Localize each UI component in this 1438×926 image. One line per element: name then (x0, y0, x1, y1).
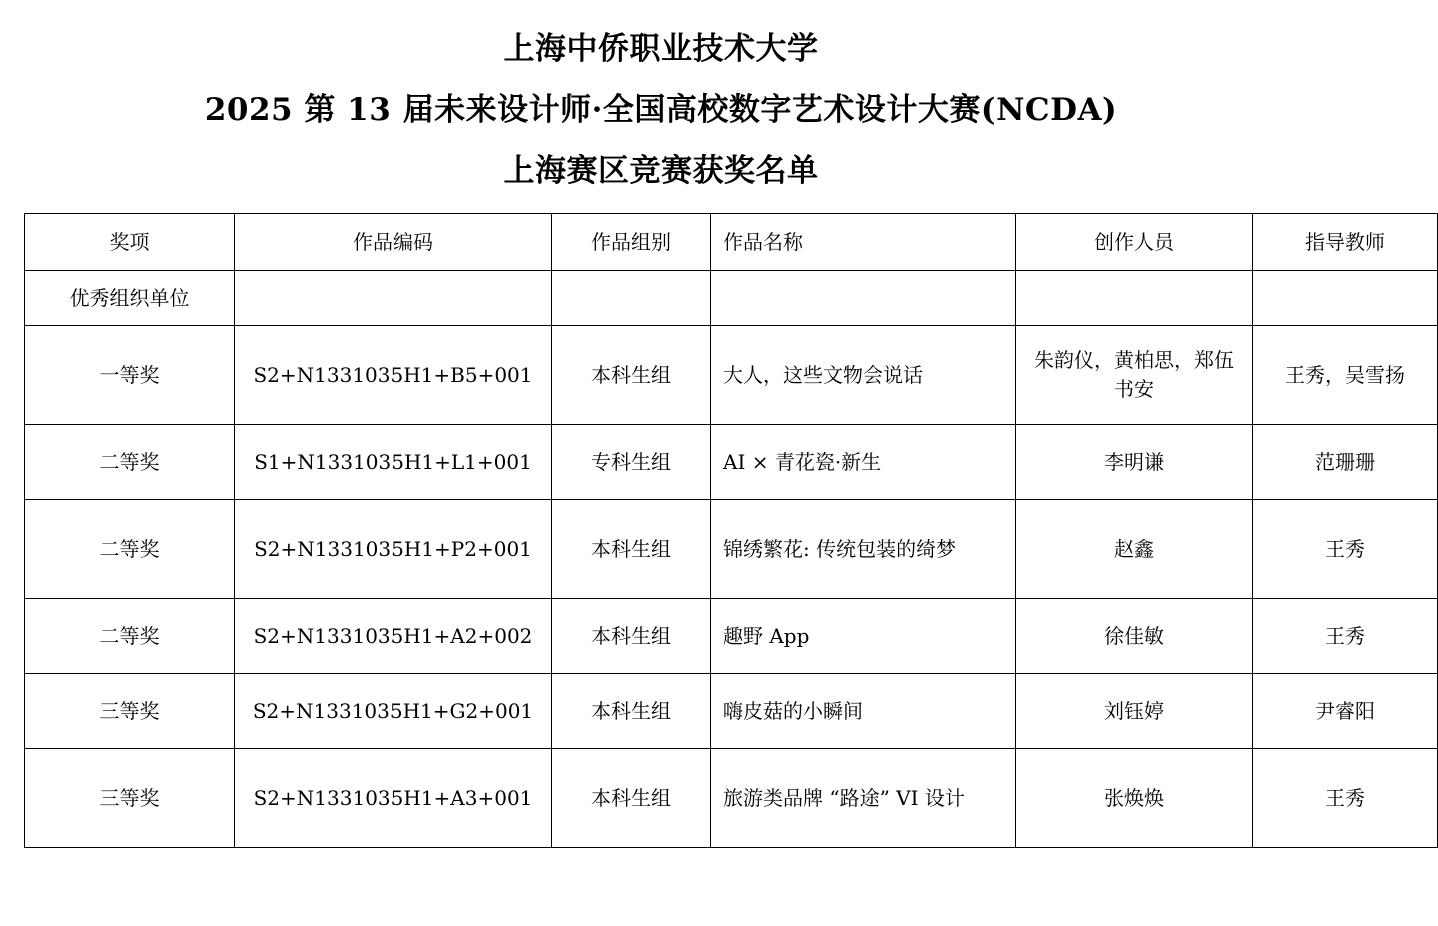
page-title-line-3: 上海赛区竞赛获奖名单 (503, 153, 819, 189)
cell-teacher: 王秀 (1253, 500, 1438, 599)
cell-work: 趣野 App (711, 599, 1016, 674)
cell-group: 本科生组 (552, 674, 711, 749)
page-title-line-1: 上海中侨职业技术大学 (503, 31, 819, 67)
organization-work-cell (711, 271, 1016, 326)
column-header-work: 作品名称 (711, 214, 1016, 271)
page-title-line-2: 2025 第 13 届未来设计师·全国高校数字艺术设计大赛(NCDA) (204, 92, 1118, 128)
cell-award: 二等奖 (25, 425, 235, 500)
cell-code: S1+N1331035H1+L1+001 (235, 425, 552, 500)
cell-group: 本科生组 (552, 326, 711, 425)
column-header-creator: 创作人员 (1016, 214, 1253, 271)
table-header (25, 214, 1438, 271)
cell-award: 三等奖 (25, 749, 235, 848)
organization-code-cell (235, 271, 552, 326)
cell-creator: 张焕焕 (1016, 749, 1253, 848)
cell-code: S2+N1331035H1+P2+001 (235, 500, 552, 599)
cell-group: 本科生组 (552, 500, 711, 599)
table-row (25, 599, 1438, 674)
cell-work: 嗨皮菇的小瞬间 (711, 674, 1016, 749)
cell-creator: 赵鑫 (1016, 500, 1253, 599)
column-header-teacher: 指导教师 (1253, 214, 1438, 271)
column-header-code: 作品编码 (235, 214, 552, 271)
column-header-award: 奖项 (25, 214, 235, 271)
cell-group: 本科生组 (552, 599, 711, 674)
cell-award: 三等奖 (25, 674, 235, 749)
cell-teacher: 王秀 (1253, 599, 1438, 674)
cell-work: AI × 青花瓷·新生 (711, 425, 1016, 500)
cell-code: S2+N1331035H1+A2+002 (235, 599, 552, 674)
cell-teacher: 王秀 (1253, 749, 1438, 848)
table-row (25, 425, 1438, 500)
table-body (25, 271, 1438, 848)
cell-code: S2+N1331035H1+A3+001 (235, 749, 552, 848)
cell-work: 锦绣繁花: 传统包装的绮梦 (711, 500, 1016, 599)
organization-creator-cell (1016, 271, 1253, 326)
cell-group: 本科生组 (552, 749, 711, 848)
cell-creator: 徐佳敏 (1016, 599, 1253, 674)
cell-creator: 刘钰婷 (1016, 674, 1253, 749)
table-row (25, 500, 1438, 599)
cell-creator: 朱韵仪，黄柏思，郑伍书安 (1016, 326, 1253, 425)
document-title-block (24, 22, 1298, 213)
cell-award: 二等奖 (25, 500, 235, 599)
table-row (25, 674, 1438, 749)
table-row-organization (25, 271, 1438, 326)
table-header-row (25, 214, 1438, 271)
cell-creator: 李明谦 (1016, 425, 1253, 500)
cell-teacher: 尹睿阳 (1253, 674, 1438, 749)
cell-group: 专科生组 (552, 425, 711, 500)
cell-work: 大人，这些文物会说话 (711, 326, 1016, 425)
organization-group-cell (552, 271, 711, 326)
cell-award: 二等奖 (25, 599, 235, 674)
organization-teacher-cell (1253, 271, 1438, 326)
cell-teacher: 王秀，吴雪扬 (1253, 326, 1438, 425)
table-row (25, 749, 1438, 848)
cell-code: S2+N1331035H1+B5+001 (235, 326, 552, 425)
cell-work: 旅游类品牌 “路途” VI 设计 (711, 749, 1016, 848)
table-row (25, 326, 1438, 425)
cell-teacher: 范珊珊 (1253, 425, 1438, 500)
cell-award: 一等奖 (25, 326, 235, 425)
cell-code: S2+N1331035H1+G2+001 (235, 674, 552, 749)
organization-label: 优秀组织单位 (25, 271, 235, 326)
column-header-group: 作品组别 (552, 214, 711, 271)
award-list-table (24, 213, 1438, 848)
